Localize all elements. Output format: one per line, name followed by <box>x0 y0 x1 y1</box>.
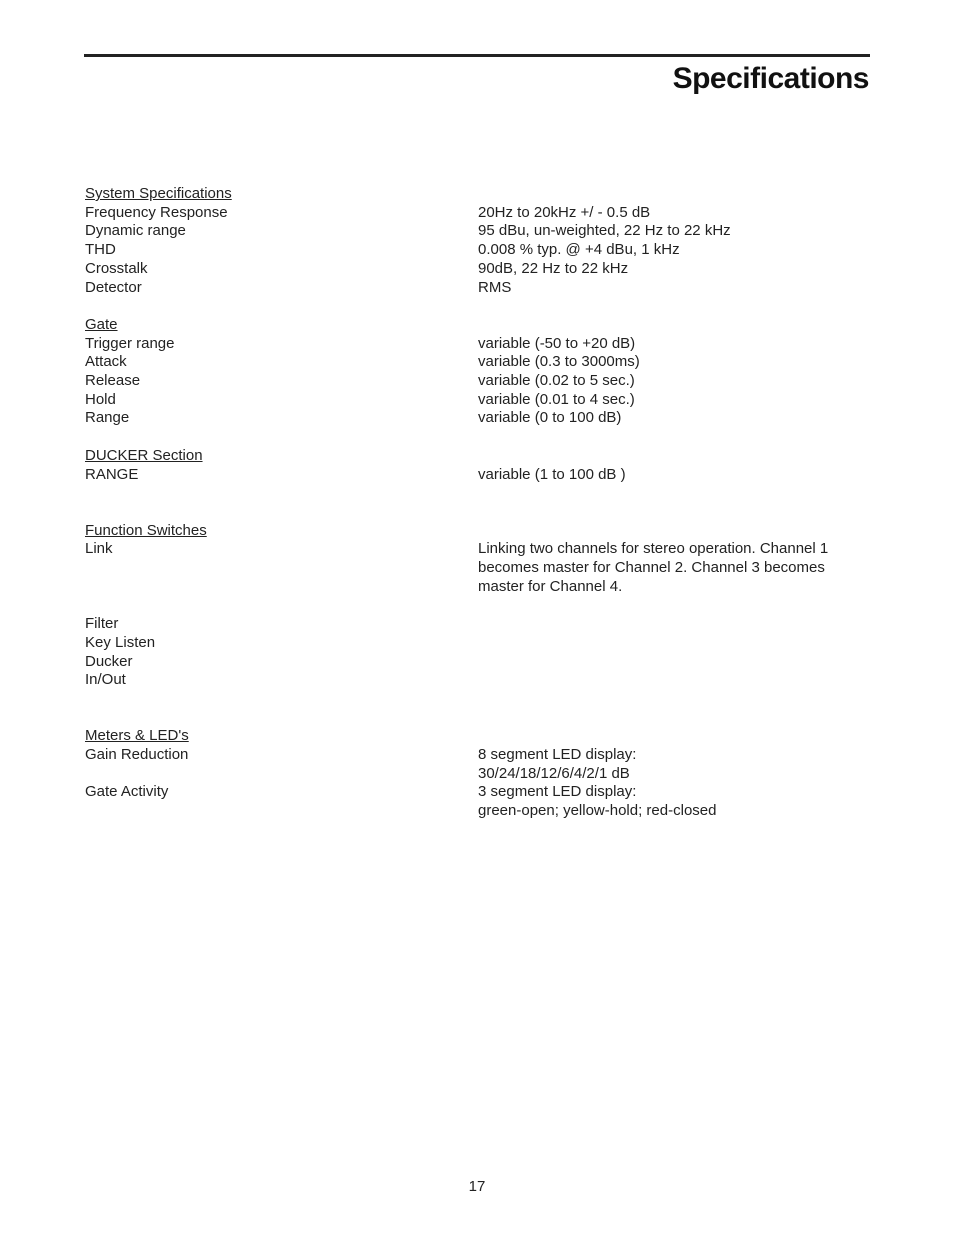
page-title: Specifications <box>672 62 869 95</box>
spec-value: 95 dBu, un-weighted, 22 Hz to 22 kHz <box>478 222 731 240</box>
spec-row <box>85 241 865 260</box>
spec-row <box>85 335 865 354</box>
spec-value <box>478 653 865 672</box>
spec-value-line: 3 segment LED display: <box>478 783 637 801</box>
spec-label: Filter <box>85 615 119 633</box>
section-heading-row <box>85 522 865 541</box>
spec-value <box>478 634 865 653</box>
spec-value: variable (0 to 100 dB) <box>478 409 622 427</box>
section-heading: System Specifications <box>85 185 232 202</box>
spec-value <box>478 783 865 820</box>
spec-row <box>85 409 865 428</box>
spec-row <box>85 260 865 279</box>
section-heading-row <box>85 447 865 466</box>
section-spacer <box>85 484 865 503</box>
section-spacer <box>85 503 865 522</box>
spec-value: RMS <box>478 278 512 296</box>
section-spacer <box>85 596 865 615</box>
spec-row <box>85 222 865 241</box>
section-heading: Function Switches <box>85 521 207 539</box>
spec-label: Trigger range <box>85 334 175 352</box>
section-heading: Gate <box>85 315 118 333</box>
spec-row <box>85 634 865 653</box>
section-heading: Meters & LED's <box>85 727 189 745</box>
spec-value: variable (0.01 to 4 sec.) <box>478 390 635 408</box>
spec-row <box>85 746 865 783</box>
spec-row <box>85 615 865 634</box>
spec-value <box>478 615 865 634</box>
section-spacer <box>85 428 865 447</box>
spec-label: Link <box>85 540 113 558</box>
spec-row <box>85 279 865 298</box>
spec-label: Gain Reduction <box>85 745 189 763</box>
spec-value: variable (0.3 to 3000ms) <box>478 353 640 371</box>
spec-value <box>478 671 865 690</box>
spec-row <box>85 540 865 596</box>
spec-label: Dynamic range <box>85 222 186 240</box>
spec-value: Linking two channels for stereo operation. Channel 1 becomes master for Channel 2. Channel 3 becomes master for Channel 4. <box>478 540 829 595</box>
spec-label: THD <box>85 241 116 259</box>
spec-value-line: 30/24/18/12/6/4/2/1 dB <box>478 764 630 782</box>
spec-row <box>85 391 865 410</box>
section-heading-row <box>85 185 865 204</box>
spec-label: Hold <box>85 390 116 408</box>
spec-value: 0.008 % typ. @ +4 dBu, 1 kHz <box>478 241 680 259</box>
spec-value-line: green-open; yellow-hold; red-closed <box>478 802 717 820</box>
page-number: 17 <box>468 1178 486 1195</box>
spec-value: variable (-50 to +20 dB) <box>478 334 636 352</box>
specifications-list <box>85 185 865 821</box>
spec-label: Key Listen <box>85 633 156 651</box>
section-spacer <box>85 709 865 728</box>
spec-label: Detector <box>85 278 142 296</box>
section-heading: DUCKER Section <box>85 446 203 464</box>
spec-label: Range <box>85 409 130 427</box>
spec-label: Attack <box>85 353 127 371</box>
spec-label: Release <box>85 372 141 390</box>
section-heading-row <box>85 727 865 746</box>
spec-row <box>85 783 865 820</box>
spec-value: variable (1 to 100 dB ) <box>478 465 626 483</box>
spec-row <box>85 653 865 672</box>
spec-row <box>85 353 865 372</box>
spec-row <box>85 372 865 391</box>
spec-value: 90dB, 22 Hz to 22 kHz <box>478 259 629 277</box>
spec-value <box>478 746 865 783</box>
spec-label: Crosstalk <box>85 259 148 277</box>
section-heading-row <box>85 316 865 335</box>
spec-value: variable (0.02 to 5 sec.) <box>478 372 635 390</box>
section-spacer <box>85 297 865 316</box>
section-spacer <box>85 690 865 709</box>
spec-row <box>85 204 865 223</box>
spec-label: In/Out <box>85 671 126 689</box>
spec-label: Ducker <box>85 652 133 670</box>
spec-label: Frequency Response <box>85 203 228 221</box>
spec-label: Gate Activity <box>85 783 169 801</box>
spec-value: 20Hz to 20kHz +/ - 0.5 dB <box>478 203 651 221</box>
spec-row <box>85 466 865 485</box>
spec-row <box>85 671 865 690</box>
header-rule <box>84 54 870 57</box>
spec-label: RANGE <box>85 465 139 483</box>
spec-value-line: 8 segment LED display: <box>478 745 637 763</box>
